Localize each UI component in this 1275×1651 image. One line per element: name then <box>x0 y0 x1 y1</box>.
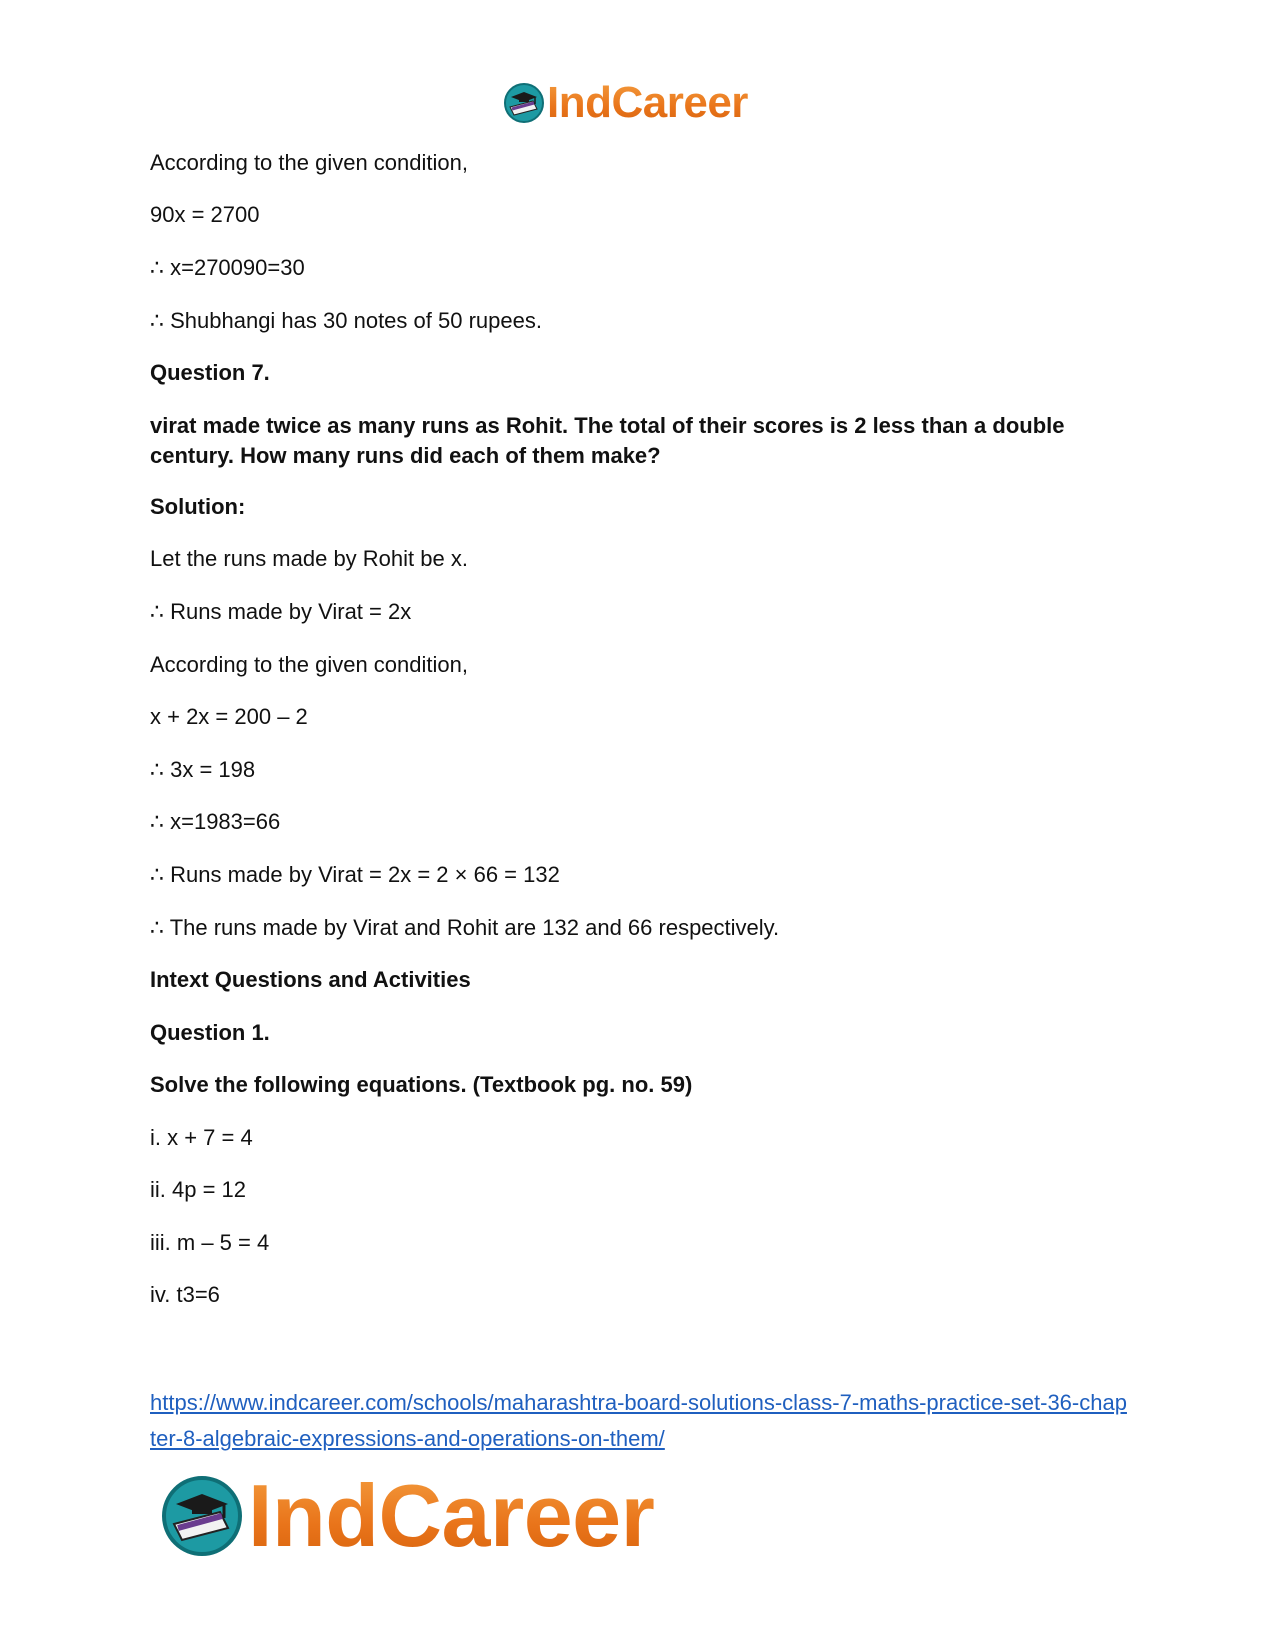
text-line: ∴ Shubhangi has 30 notes of 50 rupees. <box>150 308 542 333</box>
text-line: According to the given condition, <box>150 652 468 677</box>
equation-item: i. x + 7 = 4 <box>150 1125 253 1150</box>
question-heading: Question 7. <box>150 360 270 385</box>
footer-logo <box>160 1466 655 1565</box>
text-line: x + 2x = 200 – 2 <box>150 704 308 729</box>
text-line: Let the runs made by Rohit be x. <box>150 546 468 571</box>
text-line: According to the given condition, <box>150 150 468 175</box>
brand-wordmark: IndCareer <box>547 78 748 127</box>
question-text: Solve the following equations. (Textbook pg. no. 59) <box>150 1072 693 1097</box>
header-logo <box>503 80 748 126</box>
text-line: ∴ The runs made by Virat and Rohit are 132 and 66 respectively. <box>150 915 780 940</box>
text-line: 90x = 2700 <box>150 202 260 227</box>
brand-wordmark: IndCareer <box>248 1466 655 1565</box>
question-heading: Question 1. <box>150 1020 270 1045</box>
text-line: ∴ Runs made by Virat = 2x <box>150 599 412 624</box>
solution-heading: Solution: <box>150 494 246 519</box>
graduation-book-icon <box>160 1474 244 1558</box>
section-heading: Intext Questions and Activities <box>150 967 471 992</box>
question-text: virat made twice as many runs as Rohit. The total of their scores is 2 less than a double century. How many runs did each of them make? <box>150 413 1065 468</box>
equation-item: iv. t3=6 <box>150 1282 220 1307</box>
equation-item: iii. m – 5 = 4 <box>150 1230 270 1255</box>
source-link[interactable]: https://www.indcareer.com/schools/maharashtra-board-solutions-class-7-maths-practice-set-36-chapter-8-algebraic-expressions-and-operations-on-them/ <box>150 1390 1127 1451</box>
text-line: ∴ Runs made by Virat = 2x = 2 × 66 = 132 <box>150 862 560 887</box>
equation-item: ii. 4p = 12 <box>150 1177 247 1202</box>
text-line: ∴ x=270090=30 <box>150 255 305 280</box>
graduation-book-icon <box>503 82 545 124</box>
text-line: ∴ 3x = 198 <box>150 757 256 782</box>
text-line: ∴ x=1983=66 <box>150 809 281 834</box>
